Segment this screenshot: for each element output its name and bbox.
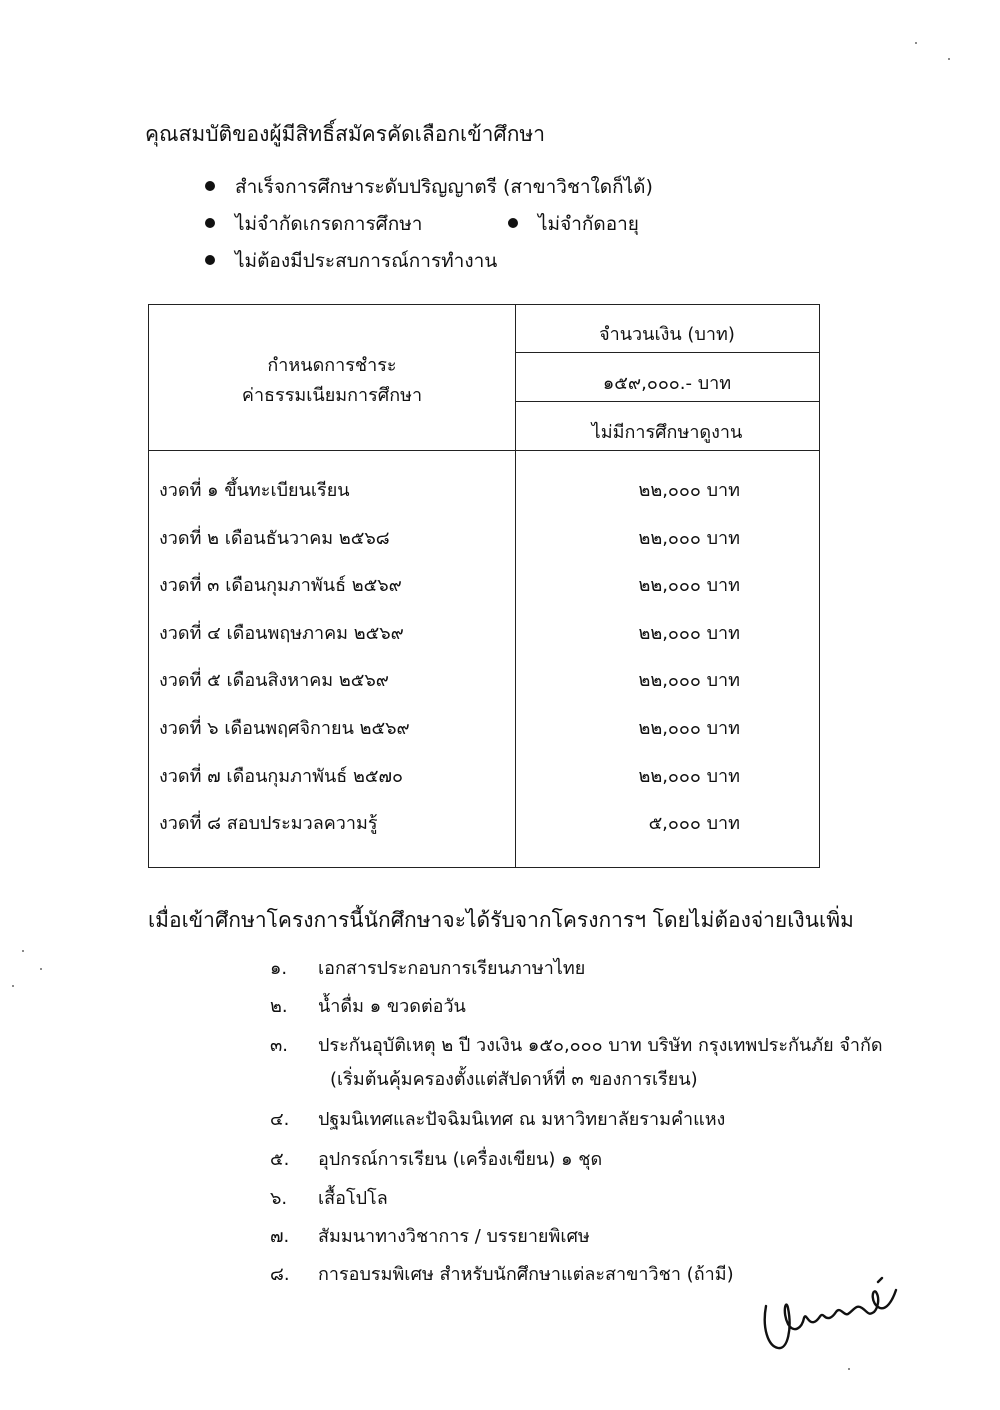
benefit-item: ๕. อุปกรณ์การเรียน (เครื่องเขียน) ๑ ชุด [270,1149,603,1170]
benefit-item-continuation: (เริ่มต้นคุ้มครองตั้งแต่สัปดาห์ที่ ๓ ของการเรียน) [330,1069,698,1090]
installment-amount: ๒๒,๐๐๐ บาท [638,623,740,644]
table-divider [149,450,819,451]
bullet-icon [508,218,518,228]
installment-amount: ๒๒,๐๐๐ บาท [638,480,740,501]
qualifications-heading: คุณสมบัติของผู้มีสิทธิ์สมัครคัดเลือกเข้าศึกษา [145,122,546,146]
installment-amount: ๒๒,๐๐๐ บาท [638,670,740,691]
qualification-item: ไม่จำกัดเกรดการศึกษา [205,209,422,239]
bullet-icon [205,218,215,228]
installment-amount: ๒๒,๐๐๐ บาท [638,575,740,596]
installment-label: งวดที่ ๘ สอบประมวลความรู้ [159,813,378,834]
scan-speck [12,985,14,987]
benefit-item: ๗. สัมมนาทางวิชาการ / บรรยายพิเศษ [270,1226,590,1247]
installment-amount: ๕,๐๐๐ บาท [648,813,740,834]
scan-speck [40,968,42,970]
table-divider [515,352,819,353]
table-divider [515,401,819,402]
qualification-item: ไม่ต้องมีประสบการณ์การทำงาน [205,246,497,276]
installment-amount: ๒๒,๐๐๐ บาท [638,718,740,739]
scan-speck [22,950,24,952]
benefit-item: ๓. ประกันอุบัติเหตุ ๒ ปี วงเงิน ๑๕๐,๐๐๐ บาท บริษัท กรุงเทพประกันภัย จำกัด [270,1035,883,1056]
installment-label: งวดที่ ๖ เดือนพฤศจิกายน ๒๕๖๙ [159,718,410,739]
installment-label: งวดที่ ๗ เดือนกุมภาพันธ์ ๒๕๗๐ [159,766,404,787]
bullet-icon [205,181,215,191]
benefit-item: ๑. เอกสารประกอบการเรียนภาษาไทย [270,958,586,979]
scan-speck [948,58,950,60]
fee-schedule-table [148,304,820,868]
benefit-item: ๔. ปฐมนิเทศและปัจฉิมนิเทศ ณ มหาวิทยาลัยรามคำแหง [270,1109,726,1130]
fee-header-label: กำหนดการชำระ ค่าธรรมเนียมการศึกษา [241,355,423,406]
total-amount: ๑๕๙,๐๐๐.- บาท [602,373,732,394]
benefit-item: ๖. เสื้อโปโล [270,1188,388,1209]
bullet-icon [205,255,215,265]
benefit-item: ๘. การอบรมพิเศษ สำหรับนักศึกษาแต่ละสาขาวิชา (ถ้ามี) [270,1264,734,1285]
benefit-item: ๒. น้ำดื่ม ๑ ขวดต่อวัน [270,996,466,1017]
installment-label: งวดที่ ๕ เดือนสิงหาคม ๒๕๖๙ [159,670,389,691]
scan-speck [915,42,917,44]
installment-label: งวดที่ ๔ เดือนพฤษภาคม ๒๕๖๙ [159,623,404,644]
installment-label: งวดที่ ๒ เดือนธันวาคม ๒๕๖๘ [159,528,390,549]
qualification-item: ไม่จำกัดอายุ [508,209,639,239]
signature-icon [758,1268,918,1368]
scan-speck [848,1368,850,1370]
amount-header: จำนวนเงิน (บาท) [599,324,735,345]
benefits-heading: เมื่อเข้าศึกษาโครงการนี้นักศึกษาจะได้รับจากโครงการฯ โดยไม่ต้องจ่ายเงินเพิ่ม [148,908,854,932]
installment-label: งวดที่ ๓ เดือนกุมภาพันธ์ ๒๕๖๙ [159,575,402,596]
installment-amount: ๒๒,๐๐๐ บาท [638,528,740,549]
study-visit-note: ไม่มีการศึกษาดูงาน [591,422,743,443]
qualification-item: สำเร็จการศึกษาระดับปริญญาตรี (สาขาวิชาใดก็ได้) [205,172,653,202]
installment-amount: ๒๒,๐๐๐ บาท [638,766,740,787]
installment-label: งวดที่ ๑ ขึ้นทะเบียนเรียน [159,480,350,501]
